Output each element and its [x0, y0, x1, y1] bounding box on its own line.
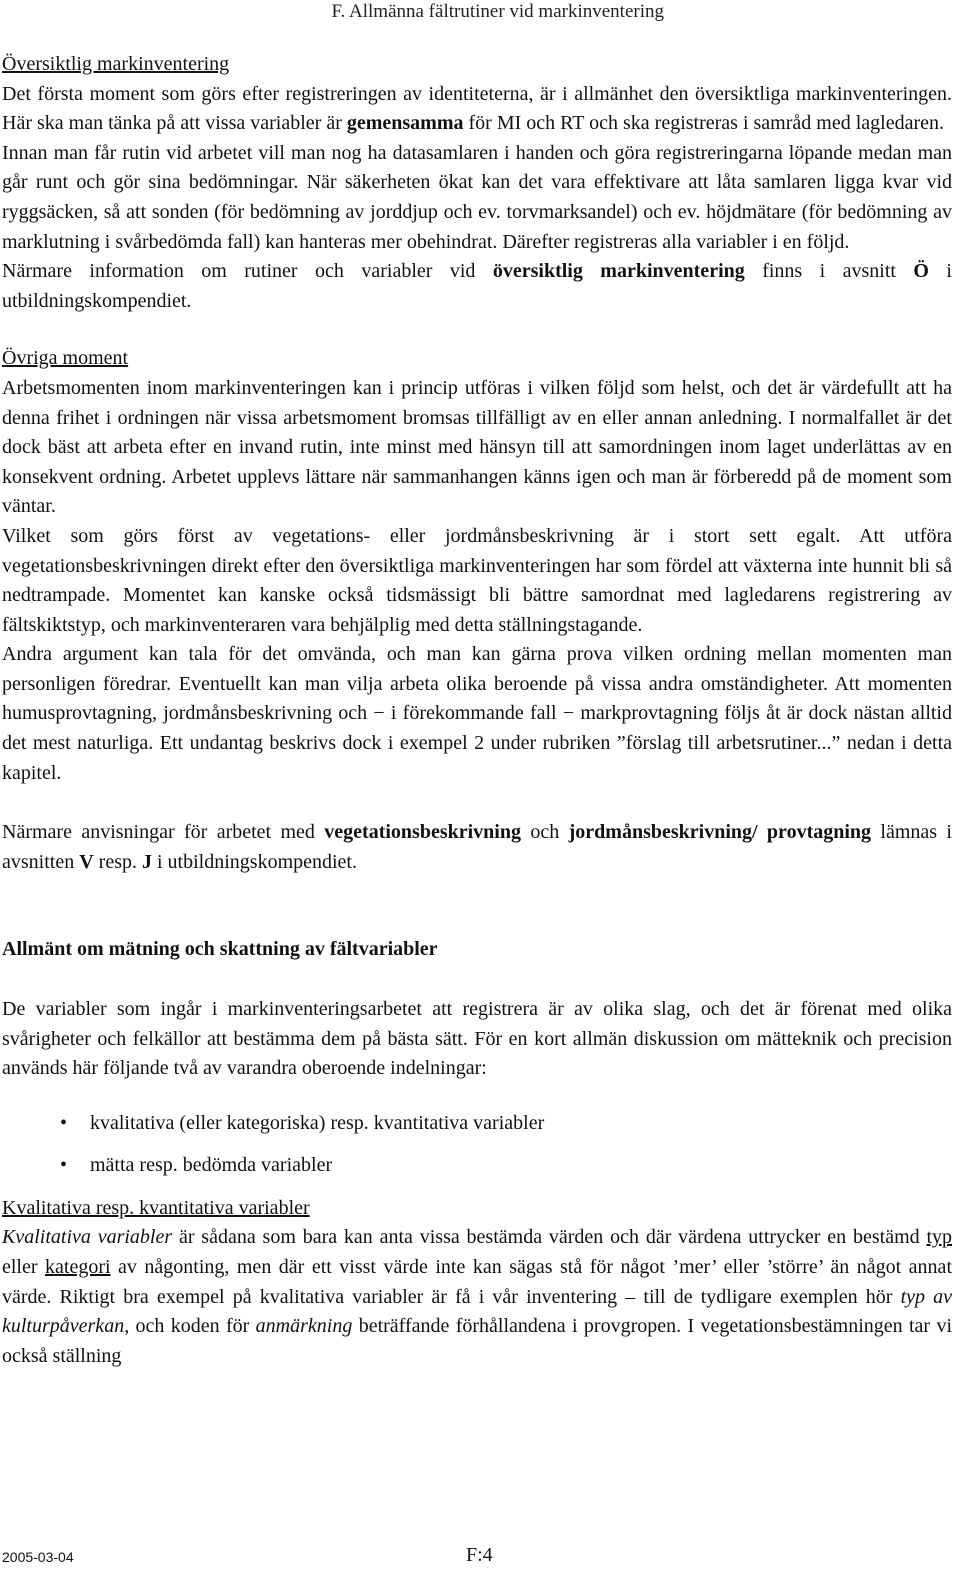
spacer [2, 316, 952, 344]
text: och [520, 821, 569, 844]
text: resp. [93, 850, 142, 873]
list-item [2, 1102, 952, 1144]
text: , och koden för [124, 1315, 256, 1338]
underlined-text: typ [926, 1226, 953, 1249]
bold-text: J [142, 850, 152, 873]
section-heading-allmant: Allmänt om mätning och skattning av fältvariabler [2, 938, 438, 961]
paragraph [2, 257, 952, 316]
bold-text: gemensamma [346, 112, 464, 135]
list-item [2, 1144, 952, 1186]
bold-text: vegetationsbeskrivning [324, 821, 521, 844]
document-body [2, 50, 952, 1371]
paragraph: Arbetsmomenten inom markinventeringen kan i princip utföras i vilken följd som helst, och det är värdefullt att ha denna frihet i ordningen när vissa arbetsmoment bromsas tillfälligt av en eller annan anledning. I normalfallet är det dock bäst att arbeta efter en invand rutin, inte minst med hänsyn till att samordningen inom laget underlättas av en konsekvent ordning. Arbetet upplevs lättare när sammanhangen känns igen och man är förberedd på de moment som väntar. [2, 376, 952, 518]
page-header: F. Allmänna fältrutiner vid markinventering [331, 1, 664, 22]
text: beträffande förhållandena i provgropen. I vegetationsbestämningen tar vi också ställning [2, 1315, 953, 1367]
paragraph: De variabler som ingår i markinventeringsarbetet att registrera är av olika slag, och det är förenat med olika svårigheter och felkällor att bestämma dem på bästa sätt. För en kort allmän diskussion om mätteknik och precision används här följande två av varandra oberoende indelningar: [2, 998, 952, 1080]
text: i utbildningskompendiet. [2, 260, 952, 312]
text: i utbildningskompendiet. [152, 850, 357, 873]
list-item-text: kvalitativa (eller kategoriska) resp. kvantitativa variabler [90, 1111, 545, 1134]
paragraph: Vilket som görs först av vegetations- eller jordmånsbeskrivning är i stort sett egalt. Att utföra vegetationsbeskrivningen direkt efter den översiktliga markinventeringen har som fördel att växterna inte hunnit bli så nedtrampade. Momentet kan kanske också tidsmässigt bli bättre samordnat med lagledarens registrering av fältskiktstyp, och markinventeraren vara behjälplig med detta ställningstagande. [2, 524, 952, 636]
bullet-icon: • [60, 1111, 68, 1134]
paragraph [2, 80, 952, 139]
paragraph [2, 818, 952, 877]
italic-text: Kvalitativa variabler [2, 1226, 173, 1249]
section-heading-oversiktlig: Översiktlig markinventering [2, 53, 230, 75]
bold-text: V [79, 850, 94, 873]
text: Det första moment som görs efter registreringen av identiteterna, är i allmänhet den översiktliga markinventeringen. Här ska man tänka på att vissa variabler är [2, 82, 952, 135]
list-item-text: mätta resp. bedömda variabler [90, 1153, 333, 1176]
text: finns i avsnitt [744, 260, 914, 283]
bold-text: Ö [913, 260, 929, 283]
paragraph: Innan man får rutin vid arbetet vill man nog ha datasamlaren i handen och göra registreringarna löpande medan man går runt och gör sina bedömningar. När säkerheten ökat kan det vara effektivare att låta samlaren ligga kvar vid ryggsäcken, så att sonden (för bedömning av jorddjup och ev. torvmarksandel) och ev. höjdmätare (för bedömning av marklutning i svårbedömda fall) kan hanteras mer obehindrat. Därefter registreras alla variabler i en följd. [2, 141, 952, 253]
paragraph [2, 1223, 952, 1371]
text: eller [2, 1256, 46, 1278]
text: av någonting, men där ett visst värde inte kan sägas stå för något ’mer’ eller ’större’ än något annat värde. Riktigt bra exempel på kvalitativa variabler är få i vår inventering – till de tydligare exemplen hör [2, 1256, 952, 1308]
text: för MI och RT och ska registreras i samråd med lagledaren. [463, 112, 944, 135]
section-heading-ovriga: Övriga moment [2, 347, 129, 370]
spacer [2, 788, 952, 818]
text: lämnas i avsnitten [2, 821, 952, 873]
bullet-icon: • [60, 1153, 68, 1176]
text: är sådana som bara kan anta vissa bestämda värden och där värdena uttrycker en bestämd [172, 1226, 927, 1249]
spacer [2, 965, 952, 995]
page-number: F:4 [466, 1544, 493, 1566]
spacer [2, 877, 952, 935]
bold-text: jordmånsbeskrivning/ provtagning [568, 821, 872, 844]
spacer [2, 1186, 952, 1194]
underlined-text: kategori [45, 1256, 111, 1278]
footer-date: 2005-03-04 [2, 1549, 74, 1565]
paragraph: Andra argument kan tala för det omvända, och man kan gärna prova vilken ordning mellan momenten man personligen föredrar. Eventuellt kan man vilja arbeta olika beroende på vissa andra omständigheter. Att momenten humusprovtagning, jordmånsbeskrivning och − i förekommande fall − markprovtagning följs åt är dock nästan alltid det mest naturliga. Ett undantag beskrivs dock i exempel 2 under rubriken ”förslag till arbetsrutiner...” nedan i detta kapitel. [2, 643, 952, 784]
bullet-list [2, 1102, 952, 1186]
text: Närmare information om rutiner och variabler vid [2, 260, 493, 283]
text: Närmare anvisningar för arbetet med [2, 821, 325, 844]
section-heading-kvalitativa: Kvalitativa resp. kvantitativa variabler [2, 1196, 310, 1219]
bold-text: översiktlig markinventering [492, 260, 745, 283]
italic-text: anmärkning [255, 1315, 353, 1338]
italic-text: typ av kulturpåverkan [2, 1285, 953, 1338]
